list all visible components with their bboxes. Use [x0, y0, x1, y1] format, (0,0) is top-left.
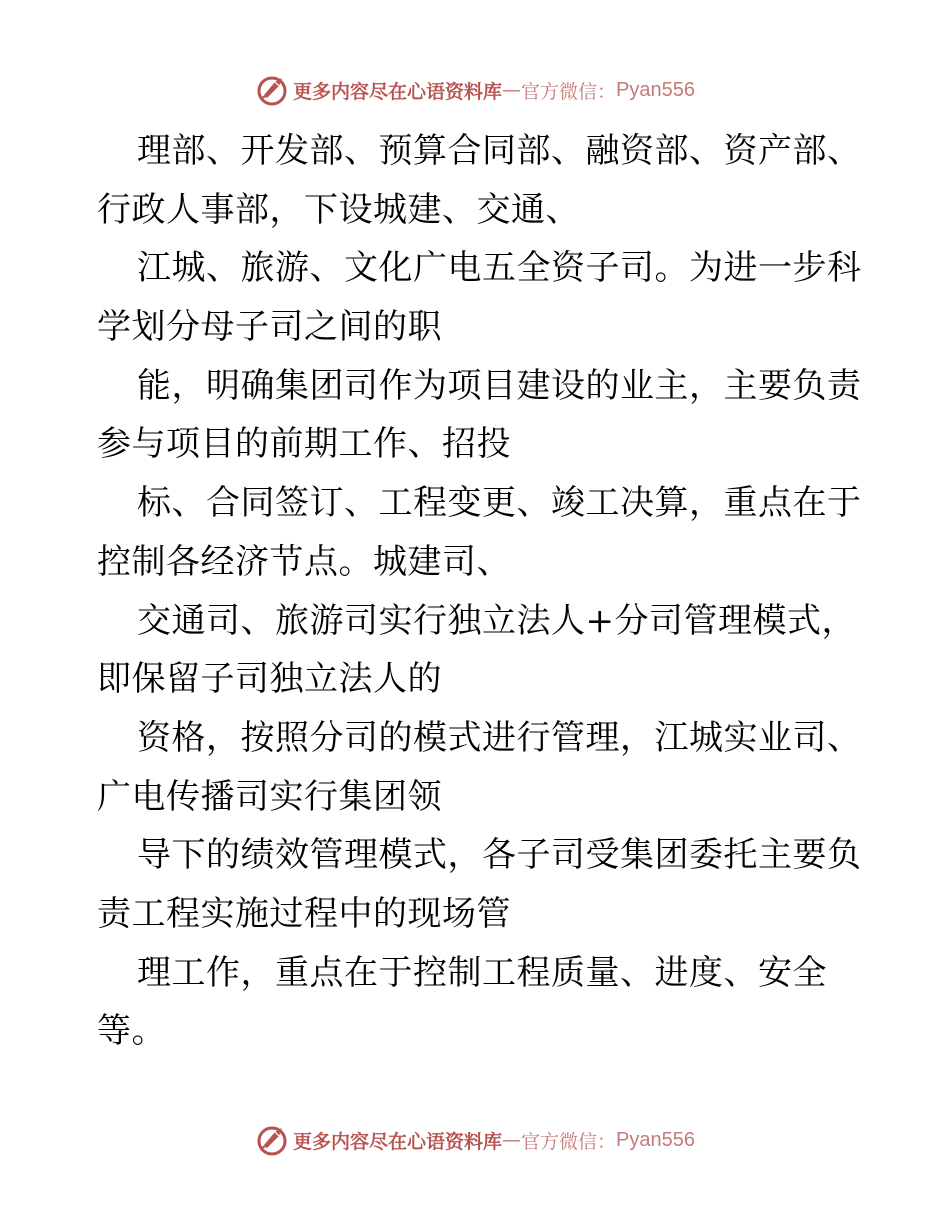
- banner-brand-text: 更多内容尽在心语资料库: [293, 80, 503, 103]
- text-line: 江城、旅游、文化广电五全资子司。为进一步科: [137, 248, 862, 289]
- banner-separator: —: [502, 79, 522, 101]
- text-line: 学划分母子司之间的职: [97, 307, 442, 348]
- banner-brand-text: 更多内容尽在心语资料库: [293, 1130, 503, 1153]
- text-line: 资格，按照分司的模式进行管理，江城实业司、: [137, 717, 862, 758]
- pen-nib-circle-logo-icon: [255, 1123, 289, 1157]
- banner-separator: —: [502, 1129, 522, 1151]
- pen-nib-circle-logo-icon: [255, 73, 289, 107]
- text-line: 广电传播司实行集团领: [97, 776, 442, 817]
- text-line: 标、合同签订、工程变更、竣工决算，重点在于: [137, 483, 862, 524]
- text-line: 参与项目的前期工作、招投: [97, 424, 511, 465]
- text-line: 能，明确集团司作为项目建设的业主，主要负责: [137, 365, 862, 406]
- header-banner: [0, 70, 950, 110]
- text-line: 交通司、旅游司实行独立法人+分司管理模式，: [137, 600, 856, 641]
- text-line: 行政人事部，下设城建、交通、: [97, 189, 580, 230]
- document-body: [97, 122, 862, 1061]
- text-line: 等。: [97, 1011, 166, 1052]
- text-line: 导下的绩效管理模式，各子司受集团委托主要负: [137, 835, 862, 876]
- banner-wechat-handle: Pyan556: [616, 78, 695, 101]
- text-line: 责工程实施过程中的现场管: [97, 893, 511, 934]
- banner-wechat-handle: Pyan556: [616, 1128, 695, 1151]
- text-line: 理部、开发部、预算合同部、融资部、资产部、: [137, 131, 862, 171]
- footer-banner: [0, 1120, 950, 1160]
- banner-wechat-label: 官方微信：: [521, 1130, 617, 1153]
- text-line: 控制各经济节点。城建司、: [97, 541, 511, 582]
- text-line: 理工作，重点在于控制工程质量、进度、安全: [137, 952, 827, 993]
- banner-wechat-label: 官方微信：: [521, 80, 617, 103]
- text-line: 即保留子司独立法人的: [97, 659, 442, 700]
